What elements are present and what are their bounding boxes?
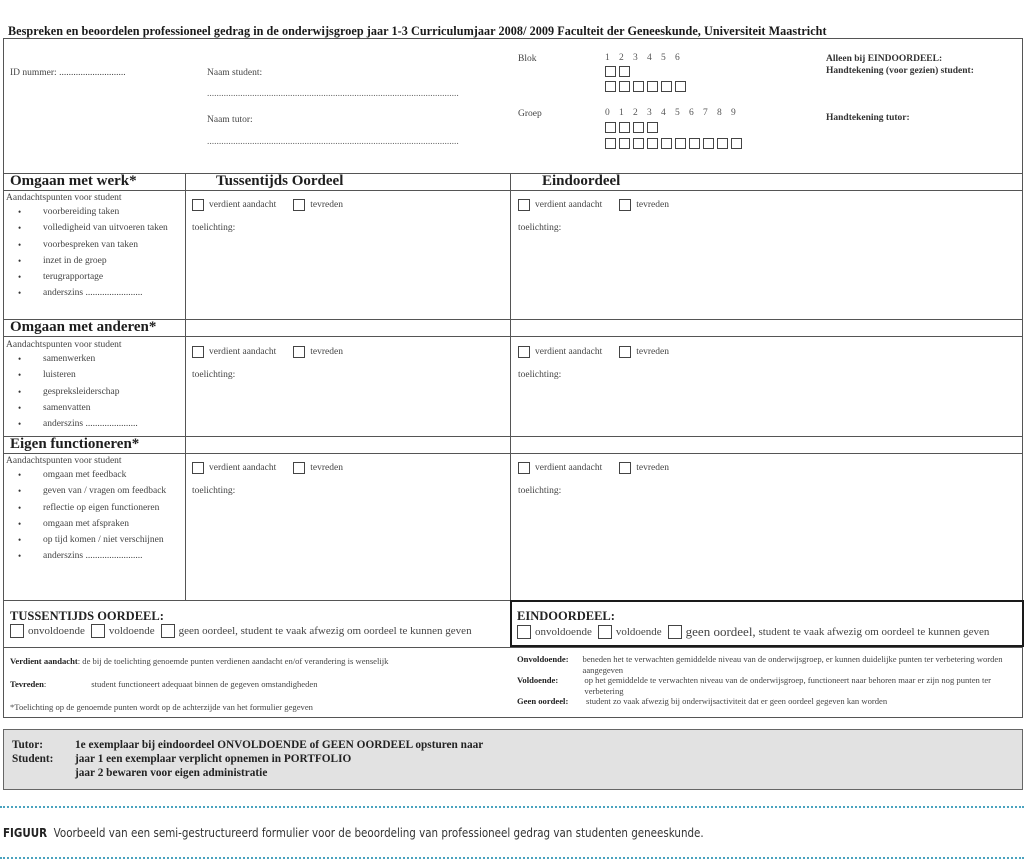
instructions-note xyxy=(3,729,1023,790)
aandachtspunten-list xyxy=(6,204,186,302)
tussentijds-oordeel-options xyxy=(10,624,472,638)
groep-checkbox[interactable] xyxy=(717,138,728,149)
tevreden-checkbox[interactable] xyxy=(293,462,305,474)
aandachtspunt-item: • voorbereiding taken xyxy=(6,204,186,220)
aandachtspunt-item: • gespreksleiderschap xyxy=(6,384,186,400)
tevreden-label: tevreden xyxy=(310,463,343,473)
groep-checkbox[interactable] xyxy=(689,138,700,149)
tussentijds-assessment-row-2 xyxy=(192,346,343,358)
section-heading-eigen-functioneren: Eigen functioneren* xyxy=(10,436,140,452)
row-divider xyxy=(4,600,510,601)
verdient-aandacht-checkbox[interactable] xyxy=(518,346,530,358)
groep-checkbox[interactable] xyxy=(661,138,672,149)
note-tutor-text: 1e exemplaar bij eindoordeel ONVOLDOENDE of GEEN OORDEEL opsturen naar xyxy=(75,739,484,751)
tutor-name-label: Naam tutor: xyxy=(207,115,253,125)
eind-assessment-row-3 xyxy=(518,462,669,474)
eind-voldoende-checkbox[interactable] xyxy=(598,625,612,639)
note-student-label: Student: xyxy=(12,753,54,765)
blok-checkbox[interactable] xyxy=(633,81,644,92)
verdient-aandacht-label: verdient aandacht xyxy=(535,347,603,357)
note-student-text-2: jaar 2 bewaren voor eigen administratie xyxy=(75,767,268,779)
tussentijds-geen-oordeel-checkbox[interactable] xyxy=(161,624,175,638)
groep-checkbox[interactable] xyxy=(605,138,616,149)
number-label: 5 xyxy=(661,53,666,63)
aandachtspunt-item: • samenvatten xyxy=(6,400,186,416)
tussentijds-voldoende-checkbox[interactable] xyxy=(91,624,105,638)
blok-checkbox[interactable] xyxy=(619,81,630,92)
legend-footnote: *Toelichting op de genoemde punten wordt op de achterzijde van het formulier gegeven xyxy=(10,702,313,712)
number-label: 3 xyxy=(647,108,652,118)
legend-key: Verdient aandacht xyxy=(10,656,78,666)
tevreden-label: tevreden xyxy=(636,463,669,473)
number-label: 8 xyxy=(717,108,722,118)
section-heading-omgaan-met-werk: Omgaan met werk* xyxy=(10,173,137,189)
tevreden-label: tevreden xyxy=(636,200,669,210)
caption-text: Voorbeeld van een semi-gestructureerd formulier voor de beoordeling van professioneel gedrag van studenten geneeskunde. xyxy=(53,826,704,840)
legend-text: beneden het te verwachten gemiddelde niveau van de onderwijsgroep, er kunnen duidelijke punten ter verbetering worden aangegeven xyxy=(582,654,1003,675)
row-divider xyxy=(4,453,1022,454)
legend-colon: : xyxy=(43,679,47,689)
legend-text: : de bij de toelichting genoemde punten verdienen aandacht en/of verandering is wenselijk xyxy=(77,656,389,666)
groep-checkbox[interactable] xyxy=(647,122,658,133)
number-label: 2 xyxy=(619,53,624,63)
verdient-aandacht-checkbox[interactable] xyxy=(518,199,530,211)
groep-checkbox[interactable] xyxy=(619,138,630,149)
verdient-aandacht-label: verdient aandacht xyxy=(535,463,603,473)
legend-right xyxy=(517,654,1022,707)
dotted-rule-bottom xyxy=(0,857,1024,859)
groep-checkbox[interactable] xyxy=(647,138,658,149)
verdient-aandacht-checkbox[interactable] xyxy=(192,346,204,358)
legend-text: student zo vaak afwezig bij onderwijsactiviteit dat er geen oordeel gegeven kan worden xyxy=(586,696,888,706)
tevreden-checkbox[interactable] xyxy=(293,346,305,358)
row-divider xyxy=(4,436,1022,437)
blok-numbers xyxy=(605,53,689,63)
verdient-aandacht-checkbox[interactable] xyxy=(518,462,530,474)
tussentijds-assessment-row-3 xyxy=(192,462,343,474)
aandachtspunt-item: • omgaan met afspraken xyxy=(6,516,186,532)
option-label: geen oordeel, student te vaak afwezig om oordeel te kunnen geven xyxy=(178,625,472,637)
eind-onvoldoende-checkbox[interactable] xyxy=(517,625,531,639)
eind-assessment-row-1 xyxy=(518,199,669,211)
number-label: 4 xyxy=(661,108,666,118)
aandachtspunten-list xyxy=(6,467,186,565)
row-divider xyxy=(4,336,1022,337)
number-label: 5 xyxy=(675,108,680,118)
aandachtspunten-intro: Aandachtspunten voor student xyxy=(6,456,122,466)
option-label: onvoldoende xyxy=(28,625,85,637)
row-divider xyxy=(4,319,1022,320)
tevreden-label: tevreden xyxy=(310,200,343,210)
caption-label: FIGUUR xyxy=(3,826,48,840)
legend-onvoldoende: Onvoldoende: beneden het te verwachten gemiddelde niveau van de onderwijsgroep, er kunnen duidelijke punten ter verbetering worden aangegeven xyxy=(517,654,1022,675)
tevreden-label: tevreden xyxy=(310,347,343,357)
number-label: 1 xyxy=(605,53,610,63)
tevreden-checkbox[interactable] xyxy=(619,199,631,211)
toelichting-field[interactable]: toelichting: xyxy=(518,370,562,380)
aandachtspunt-item: • terugrapportage xyxy=(6,269,186,285)
option-label: student te vaak afwezig om oordeel te kunnen geven xyxy=(758,626,990,638)
legend-text: op het gemiddelde te verwachten niveau van de onderwijsgroep, functioneert naar behoren maar er zijn nog punten ter verbetering xyxy=(584,675,992,696)
option-label: voldoende xyxy=(108,625,155,637)
aandachtspunt-item: • voorbespreken van taken xyxy=(6,237,186,253)
aandachtspunt-item: • samenwerken xyxy=(6,351,186,367)
aandachtspunten-intro: Aandachtspunten voor student xyxy=(6,340,122,350)
tutor-name-field[interactable]: .......................................................................................................... xyxy=(207,137,459,147)
row-divider xyxy=(4,190,1022,191)
aandachtspunten-eigen xyxy=(6,455,186,565)
option-label: geen oordeel, xyxy=(685,624,756,639)
section-heading-omgaan-met-anderen: Omgaan met anderen* xyxy=(10,319,157,335)
student-signature-label: Handtekening (voor gezien) student: xyxy=(826,66,974,76)
eindoordeel-title: EINDOORDEEL: xyxy=(517,609,615,623)
aandachtspunten-intro: Aandachtspunten voor student xyxy=(6,193,122,203)
groep-checkbox[interactable] xyxy=(605,122,616,133)
tevreden-checkbox[interactable] xyxy=(619,346,631,358)
legend-tevreden xyxy=(10,679,318,689)
aandachtspunt-item: • geven van / vragen om feedback xyxy=(6,483,186,499)
note-tutor-label: Tutor: xyxy=(12,739,43,751)
groep-label: Groep xyxy=(518,109,542,119)
blok-checkbox-row-2 xyxy=(605,81,686,92)
option-label: voldoende xyxy=(615,626,662,638)
groep-checkbox-row-2 xyxy=(605,138,742,149)
aandachtspunt-item: • reflectie op eigen functioneren xyxy=(6,500,186,516)
tutor-signature-label: Handtekening tutor: xyxy=(826,113,910,123)
legend-voldoende: Voldoende: op het gemiddelde te verwachten niveau van de onderwijsgroep, functioneert naar behoren maar er zijn nog punten ter verbetering xyxy=(517,675,1022,696)
student-name-label: Naam student: xyxy=(207,68,263,78)
blok-checkbox-row-1 xyxy=(605,66,630,77)
aandachtspunt-item: • anderszins ........................ xyxy=(6,285,186,301)
dotted-rule-top xyxy=(0,806,1024,808)
toelichting-field[interactable]: toelichting: xyxy=(192,370,236,380)
legend-geen-oordeel: Geen oordeel: student zo vaak afwezig bij onderwijsactiviteit dat er geen oordeel gegeven kan worden xyxy=(517,696,888,706)
aandachtspunten-anderen xyxy=(6,339,186,432)
verdient-aandacht-checkbox[interactable] xyxy=(192,462,204,474)
legend-text: student functioneert adequaat binnen de gegeven omstandigheden xyxy=(91,679,318,689)
blok-checkbox[interactable] xyxy=(647,81,658,92)
form-title: Bespreken en beoordelen professioneel gedrag in de onderwijsgroep jaar 1-3 Curriculumjaar 2008/ 2009 Faculteit der Geneeskunde, Universiteit Maastricht xyxy=(8,24,827,38)
number-label: 7 xyxy=(703,108,708,118)
aandachtspunt-item: • luisteren xyxy=(6,367,186,383)
eind-assessment-row-2 xyxy=(518,346,669,358)
number-label: 6 xyxy=(675,53,680,63)
tussentijds-oordeel-title: TUSSENTIJDS OORDEEL: xyxy=(10,609,164,623)
groep-checkbox-row-1 xyxy=(605,122,658,133)
number-label: 4 xyxy=(647,53,652,63)
legend-verdient-aandacht xyxy=(10,656,388,666)
form-header xyxy=(4,39,1022,174)
aandachtspunt-item: • inzet in de groep xyxy=(6,253,186,269)
blok-label: Blok xyxy=(518,54,537,64)
tussentijds-column-header: Tussentijds Oordeel xyxy=(216,173,344,189)
blok-checkbox[interactable] xyxy=(605,66,616,77)
number-label: 9 xyxy=(731,108,736,118)
assessment-form xyxy=(3,38,1023,718)
groep-numbers xyxy=(605,108,745,118)
number-label: 6 xyxy=(689,108,694,118)
note-student-text-1: jaar 1 een exemplaar verplicht opnemen in PORTFOLIO xyxy=(75,753,352,765)
legend-key: Onvoldoende xyxy=(517,654,566,664)
toelichting-field[interactable]: toelichting: xyxy=(518,223,562,233)
aandachtspunten-list xyxy=(6,351,186,432)
aandachtspunt-item: • anderszins ...................... xyxy=(6,416,186,432)
aandachtspunt-item: • volledigheid van uitvoeren taken xyxy=(6,220,186,236)
verdient-aandacht-label: verdient aandacht xyxy=(209,347,277,357)
row-divider xyxy=(4,647,1022,648)
groep-checkbox[interactable] xyxy=(619,122,630,133)
number-label: 1 xyxy=(619,108,624,118)
aandachtspunt-item: • omgaan met feedback xyxy=(6,467,186,483)
number-label: 2 xyxy=(633,108,638,118)
aandachtspunt-item: • anderszins ........................ xyxy=(6,548,186,564)
legend-key: Tevreden xyxy=(10,679,44,689)
number-label: 3 xyxy=(633,53,638,63)
verdient-aandacht-label: verdient aandacht xyxy=(209,463,277,473)
tevreden-checkbox[interactable] xyxy=(619,462,631,474)
verdient-aandacht-label: verdient aandacht xyxy=(209,200,277,210)
tevreden-label: tevreden xyxy=(636,347,669,357)
eindoordeel-column-header: Eindoordeel xyxy=(542,173,621,189)
aandachtspunt-item: • op tijd komen / niet verschijnen xyxy=(6,532,186,548)
blok-checkbox[interactable] xyxy=(605,81,616,92)
groep-checkbox[interactable] xyxy=(731,138,742,149)
id-number-field[interactable]: ID nummer: ............................ xyxy=(10,68,126,78)
number-label: 0 xyxy=(605,108,610,118)
legend-key: Geen oordeel xyxy=(517,696,566,706)
blok-checkbox[interactable] xyxy=(661,81,672,92)
toelichting-field[interactable]: toelichting: xyxy=(192,223,236,233)
legend-key: Voldoende xyxy=(517,675,556,685)
eind-geen-oordeel-checkbox[interactable] xyxy=(668,625,682,639)
groep-checkbox[interactable] xyxy=(633,122,644,133)
toelichting-field[interactable]: toelichting: xyxy=(518,486,562,496)
eindoordeel-options xyxy=(517,624,989,640)
alleen-eindoordeel-label: Alleen bij EINDOORDEEL: xyxy=(826,54,943,64)
groep-checkbox[interactable] xyxy=(703,138,714,149)
blok-checkbox[interactable] xyxy=(675,81,686,92)
tussentijds-assessment-row-1 xyxy=(192,199,343,211)
tevreden-checkbox[interactable] xyxy=(293,199,305,211)
column-divider-right xyxy=(510,174,511,600)
verdient-aandacht-checkbox[interactable] xyxy=(192,199,204,211)
blok-checkbox[interactable] xyxy=(619,66,630,77)
student-name-field[interactable]: .......................................................................................................... xyxy=(207,89,459,99)
figure-caption xyxy=(3,826,704,840)
groep-checkbox[interactable] xyxy=(675,138,686,149)
toelichting-field[interactable]: toelichting: xyxy=(192,486,236,496)
verdient-aandacht-label: verdient aandacht xyxy=(535,200,603,210)
aandachtspunten-werk xyxy=(6,192,186,302)
tussentijds-onvoldoende-checkbox[interactable] xyxy=(10,624,24,638)
option-label: onvoldoende xyxy=(535,626,592,638)
groep-checkbox[interactable] xyxy=(633,138,644,149)
